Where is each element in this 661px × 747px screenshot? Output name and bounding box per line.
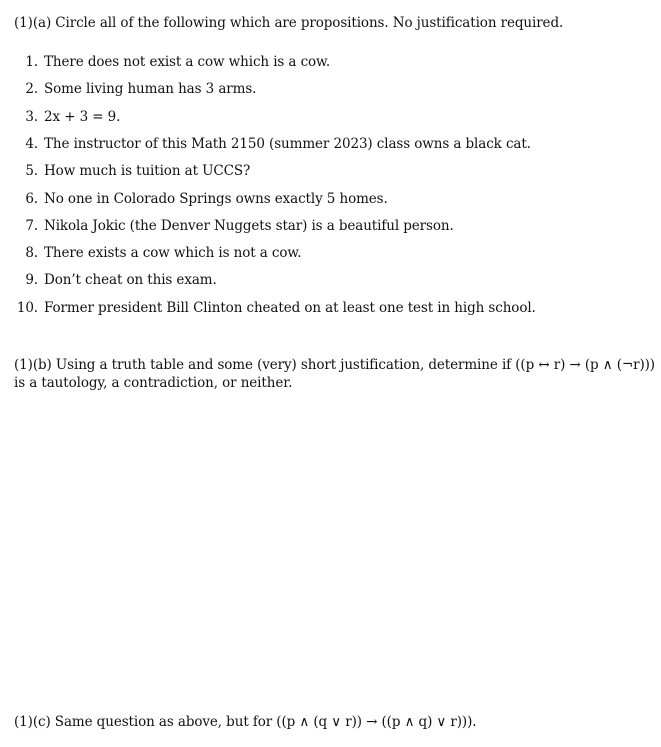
item-text: 2x + 3 = 9. xyxy=(44,109,121,125)
item-number: 5. xyxy=(25,163,38,179)
list-item xyxy=(0,163,250,179)
list-item xyxy=(0,245,301,261)
list-item xyxy=(0,136,531,152)
item-text: There does not exist a cow which is a cow. xyxy=(44,54,331,70)
list-item xyxy=(0,218,454,234)
item-number: 7. xyxy=(25,218,38,234)
item-number: 9. xyxy=(25,272,38,288)
item-number: 10. xyxy=(16,300,38,316)
list-item xyxy=(0,54,330,70)
item-number: 2. xyxy=(25,81,38,97)
item-text: Don’t cheat on this exam. xyxy=(44,272,217,288)
item-text: Former president Bill Clinton cheated on at least one test in high school. xyxy=(44,300,536,316)
item-number: 6. xyxy=(25,191,38,207)
question-1a-header: (1)(a) Circle all of the following which are propositions. No justification required. xyxy=(14,15,564,31)
question-1c: (1)(c) Same question as above, but for ((p ∧ (q ∨ r)) → ((p ∧ q) ∨ r))). xyxy=(14,714,477,730)
item-text: Nikola Jokic (the Denver Nuggets star) is a beautiful person. xyxy=(44,218,454,234)
item-number: 1. xyxy=(25,54,38,70)
item-text: Some living human has 3 arms. xyxy=(44,81,257,97)
list-item xyxy=(0,272,217,288)
item-text: How much is tuition at UCCS? xyxy=(44,163,251,179)
list-item xyxy=(0,109,120,125)
item-text: There exists a cow which is not a cow. xyxy=(44,245,302,261)
question-1b-line1: (1)(b) Using a truth table and some (very) short justification, determine if ((p ↔ r) → (p ∧ (¬r))) xyxy=(14,357,655,373)
question-1b-line2: is a tautology, a contradiction, or neither. xyxy=(14,375,293,391)
item-number: 4. xyxy=(25,136,38,152)
list-item xyxy=(0,81,256,97)
item-number: 3. xyxy=(25,109,38,125)
item-text: The instructor of this Math 2150 (summer 2023) class owns a black cat. xyxy=(44,136,531,152)
item-number: 8. xyxy=(25,245,38,261)
list-item xyxy=(0,191,388,207)
item-text: No one in Colorado Springs owns exactly 5 homes. xyxy=(44,191,388,207)
list-item xyxy=(0,300,536,316)
